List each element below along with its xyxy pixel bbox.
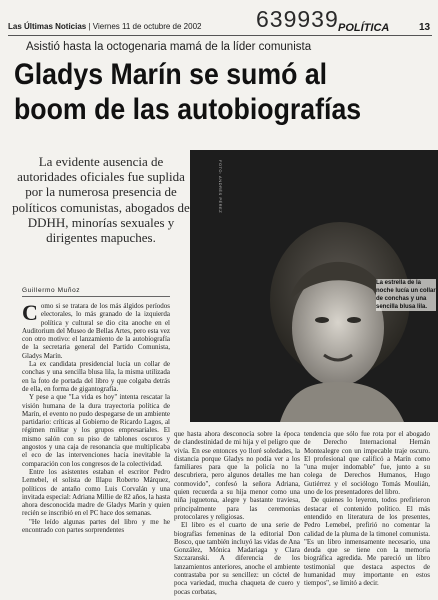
header-rule [8, 35, 432, 36]
section-label: POLÍTICA [338, 22, 390, 34]
paragraph: "He leído algunas partes del libro y me he encontrado con partes sorprendentes [22, 517, 170, 535]
byline: Guillermo Muñoz [22, 287, 81, 294]
body-column-2 [174, 430, 300, 598]
paragraph: Entre los asistentes estaban el escritor Pedro Lemebel, el solista de Illapu Roberto Márquez, políticos de antaño como Luis Corvalán y una invitada especial: Adriana Millie de 82 años, la hasta ahora desconocida madre de Gladys Marín y quien recién se inscribió en el PC hace dos semanas. [22, 467, 170, 518]
page-number: 13 [419, 22, 431, 33]
photo-caption: La estrella de la noche lucía un collar de conchas y una sencilla blusa lila. [376, 280, 436, 310]
body-column-3 [304, 430, 430, 598]
article-kicker: Asistió hasta la octogenaria mamá de la líder comunista [26, 41, 312, 53]
byline-rule [22, 296, 170, 297]
paragraph: De quienes lo leyeron, todos prefirieron destacar el contenido político. El más entendido en literatura de los presentes, Pedro Lemebel, prefirió no comentar la calidad de la pluma de la timonel comunista. "Es un libro inmensamente necesario, una deuda que se tiene con la memoria biográfica agredida. Me pareció un libro testimonial que destaca aspectos de humanidad muy importante en estos tiempos", se limitó a decir. [304, 496, 430, 588]
body-column-1 [22, 302, 170, 598]
handwritten-archive-number: 639939 [256, 6, 339, 32]
paragraph: La ex candidata presidencial lucía un collar de conchas y una sencilla blusa lila, la misma utilizada en la foto de portada del libro y que colgaba detrás de ella, en forma de gigantografía. [22, 360, 170, 393]
drop-cap: C [22, 302, 38, 325]
paragraph-text: omo si se tratara de los más álgidos períodos electorales, lo más granado de la izquierda política y cultural se dio cita anoche en el Auditorium del Museo de Bellas Artes, pero esta vez con otro motivo: el lanzamiento de la autobiografía de la secretaria general del Partido Comunista, Gladys Marín. [22, 302, 170, 360]
paragraph: tendencia que sólo fue rota por el abogado de Derecho Internacional Hernán Montealegre con un impecable traje oscuro. El profesional que calificó a Marín como "una mujer indomable" fue, junto a su colega de Derechos Humanos, Hugo Gutiérrez y el sociólogo Tomás Moulián, uno de los presentadores del libro. [304, 430, 430, 497]
article-lede: La evidente ausencia de autoridades oficiales fue suplida por la numerosa presencia de políticos comunistas, abogados de DDHH, minorías sexuales y dirigentes mapuches. [12, 154, 190, 246]
article-headline: Gladys Marín se sumó al boom de las autobiografías [14, 58, 362, 126]
paragraph [22, 302, 170, 360]
paragraph: El libro es el cuarto de una serie de biografías femeninas de la editorial Don Bosco, que también incluyó las vidas de Ana González, Mónica Madariaga y Clara Szczaranski. A diferencia de los lanzamientos anteriores, anoche el ambiente contrastaba por su sencillez: un cóctel de poca variedad, mucha chaqueta de cuero y pocas corbatas, [174, 521, 300, 596]
header-separator: | [88, 22, 93, 31]
paragraph: Y pese a que "La vida es hoy" intenta rescatar la visión humana de la dura trayectoria política de Marín, el evento no pudo despegarse de un ambiente partidario: críticas al Gobierno de Ricardo Lagos, al régimen militar y los grupos empresariales. El mismo salón con su piso de tablones oscuros y angostos y una caja de resonancia que multiplicaba el eco de las intervenciones hacia inevitable la comparación con los congresos de la colectividad. [22, 393, 170, 468]
issue-date: Viernes 11 de octubre de 2002 [92, 22, 202, 31]
header-publication-date [8, 22, 201, 31]
photo-credit: FOTO: ANDRÉS PÉREZ [218, 160, 223, 214]
paragraph: que hasta ahora desconocía sobre la época de clandestinidad de mi hija y el peligro que vivía. En ese entonces yo lloré soledades, la distancia porque Gladys no podía ver a los familiares para que la policía no la descubriera, pero algunos detalles me han conmovido", confesó la señora Adriana, quien recuerda a su hija menor como una niña juguetona, alegre y bastante traviesa, principalmente para las ceremonias protocolares y religiosas. [174, 430, 300, 521]
publication-name: Las Últimas Noticias [8, 22, 87, 31]
